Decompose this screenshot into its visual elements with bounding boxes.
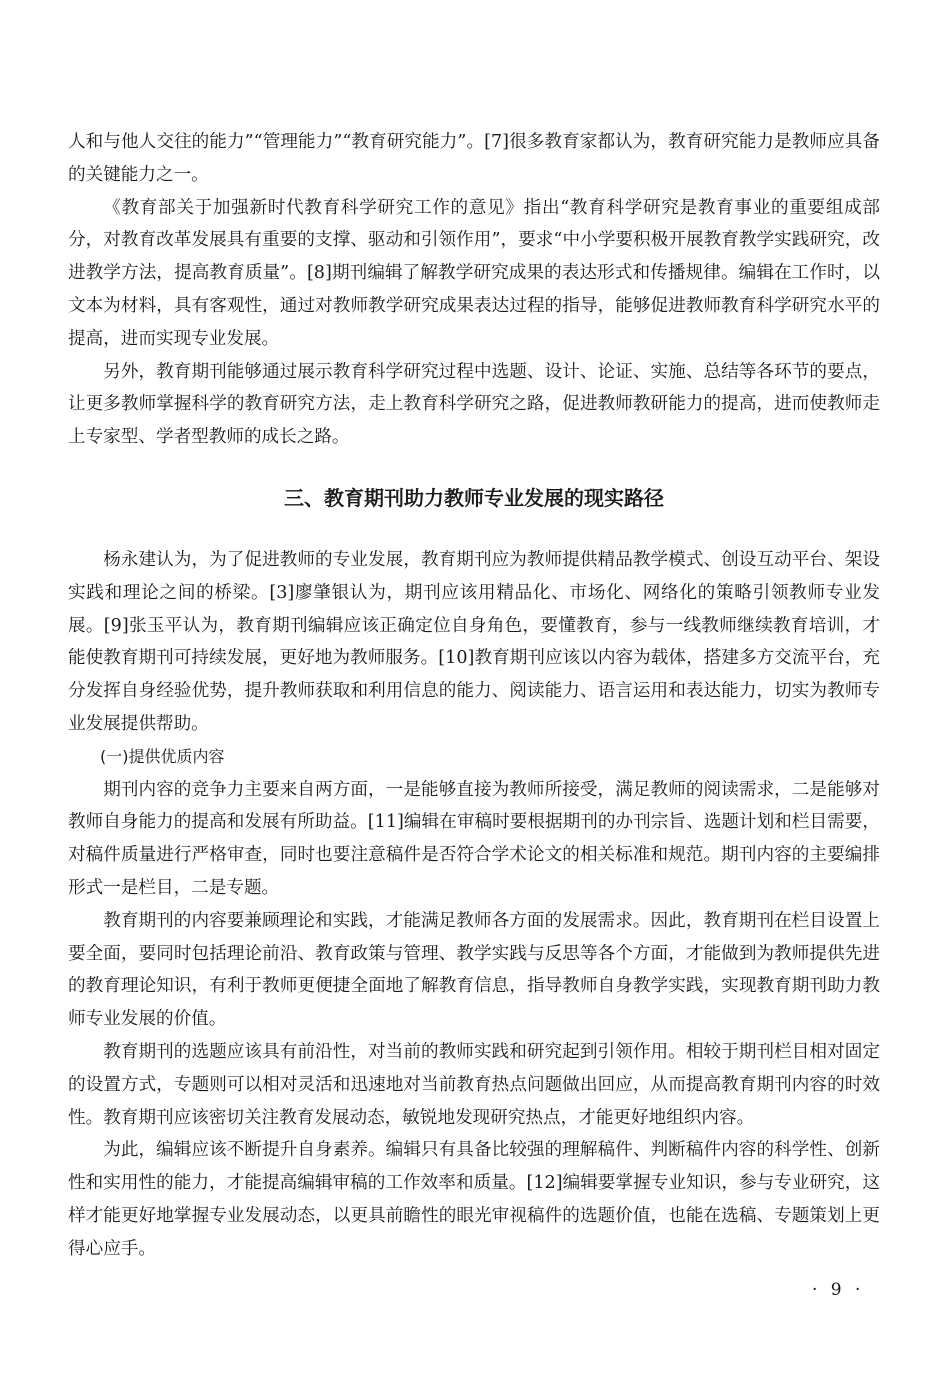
body-text [68,126,880,1266]
paragraph: 教育期刊的内容要兼顾理论和实践，才能满足教师各方面的发展需求。因此，教育期刊在栏目设置上要全面，要同时包括理论前沿、教育政策与管理、教学实践与反思等各个方面，才能做到为教师提供先进的教育理论知识，有利于教师更便捷全面地了解教育信息，指导教师自身教学实践，实现教育期刊助力教师专业发展的价值。 [68,910,880,1030]
paragraph: 另外，教育期刊能够通过展示教育科学研究过程中选题、设计、论证、实施、总结等各环节的要点，让更多教师掌握科学的教育研究方法，走上教育科学研究之路，促进教师教研能力的提高，进而使教师走上专家型、学者型教师的成长之路。 [68,361,880,448]
paragraph: 人和与他人交往的能力”“管理能力”“教育研究能力”。[7]很多教育家都认为，教育研究能力是教师应具备的关键能力之一。 [68,132,880,185]
section-title: 三、教育期刊助力教师专业发展的现实路径 [284,485,664,510]
paragraph: 教育期刊的选题应该具有前沿性，对当前的教师实践和研究起到引领作用。相较于期刊栏目相对固定的设置方式，专题则可以相对灵活和迅速地对当前教育热点问题做出回应，从而提高教育期刊内容的时效性。教育期刊应该密切关注教育发展动态，敏锐地发现研究热点，才能更好地组织内容。 [68,1041,880,1128]
paragraph: 杨永建认为，为了促进教师的专业发展，教育期刊应为教师提供精品教学模式、创设互动平台、架设实践和理论之间的桥梁。[3]廖肇银认为，期刊应该用精品化、市场化、网络化的策略引领教师专业发展。[9]张玉平认为，教育期刊编辑应该正确定位自身角色，要懂教育，参与一线教师继续教育培训，才能使教育期刊可持续发展，更好地为教师服务。[10]教育期刊应该以内容为载体，搭建多方交流平台，充分发挥自身经验优势，提升教师获取和利用信息的能力、阅读能力、语言运用和表达能力，切实为教师专业发展提供帮助。 [68,549,880,734]
paragraph: 《教育部关于加强新时代教育科学研究工作的意见》指出“教育科学研究是教育事业的重要组成部分，对教育改革发展具有重要的支撑、驱动和引领作用”，要求“中小学要积极开展教育教学实践研究，改进教学方法，提高教育质量”。[8]期刊编辑了解教学研究成果的表达形式和传播规律。编辑在工作时，以文本为材料，具有客观性，通过对教师教学研究成果表达过程的指导，能够促进教师教育科学研究水平的提高，进而实现专业发展。 [68,197,880,349]
page-number: · 9 · [812,1280,865,1300]
paragraph: 为此，编辑应该不断提升自身素养。编辑只有具备比较强的理解稿件、判断稿件内容的科学性、创新性和实用性的能力，才能提高编辑审稿的工作效率和质量。[12]编辑要掌握专业知识，参与专业研究，这样才能更好地掌握专业发展动态，以更具前瞻性的眼光审视稿件的选题价值，也能在选稿、专题策划上更得心应手。 [68,1140,880,1259]
paragraph: 期刊内容的竞争力主要来自两方面，一是能够直接为教师所接受，满足教师的阅读需求，二是能够对教师自身能力的提高和发展有所助益。[11]编辑在审稿时要根据期刊的办刊宗旨、选题计划和栏目需要，对稿件质量进行严格审查，同时也要注意稿件是否符合学术论文的相关标准和规范。期刊内容的主要编排形式一是栏目，二是专题。 [68,779,880,898]
subheading: (一)提供优质内容 [100,746,225,766]
